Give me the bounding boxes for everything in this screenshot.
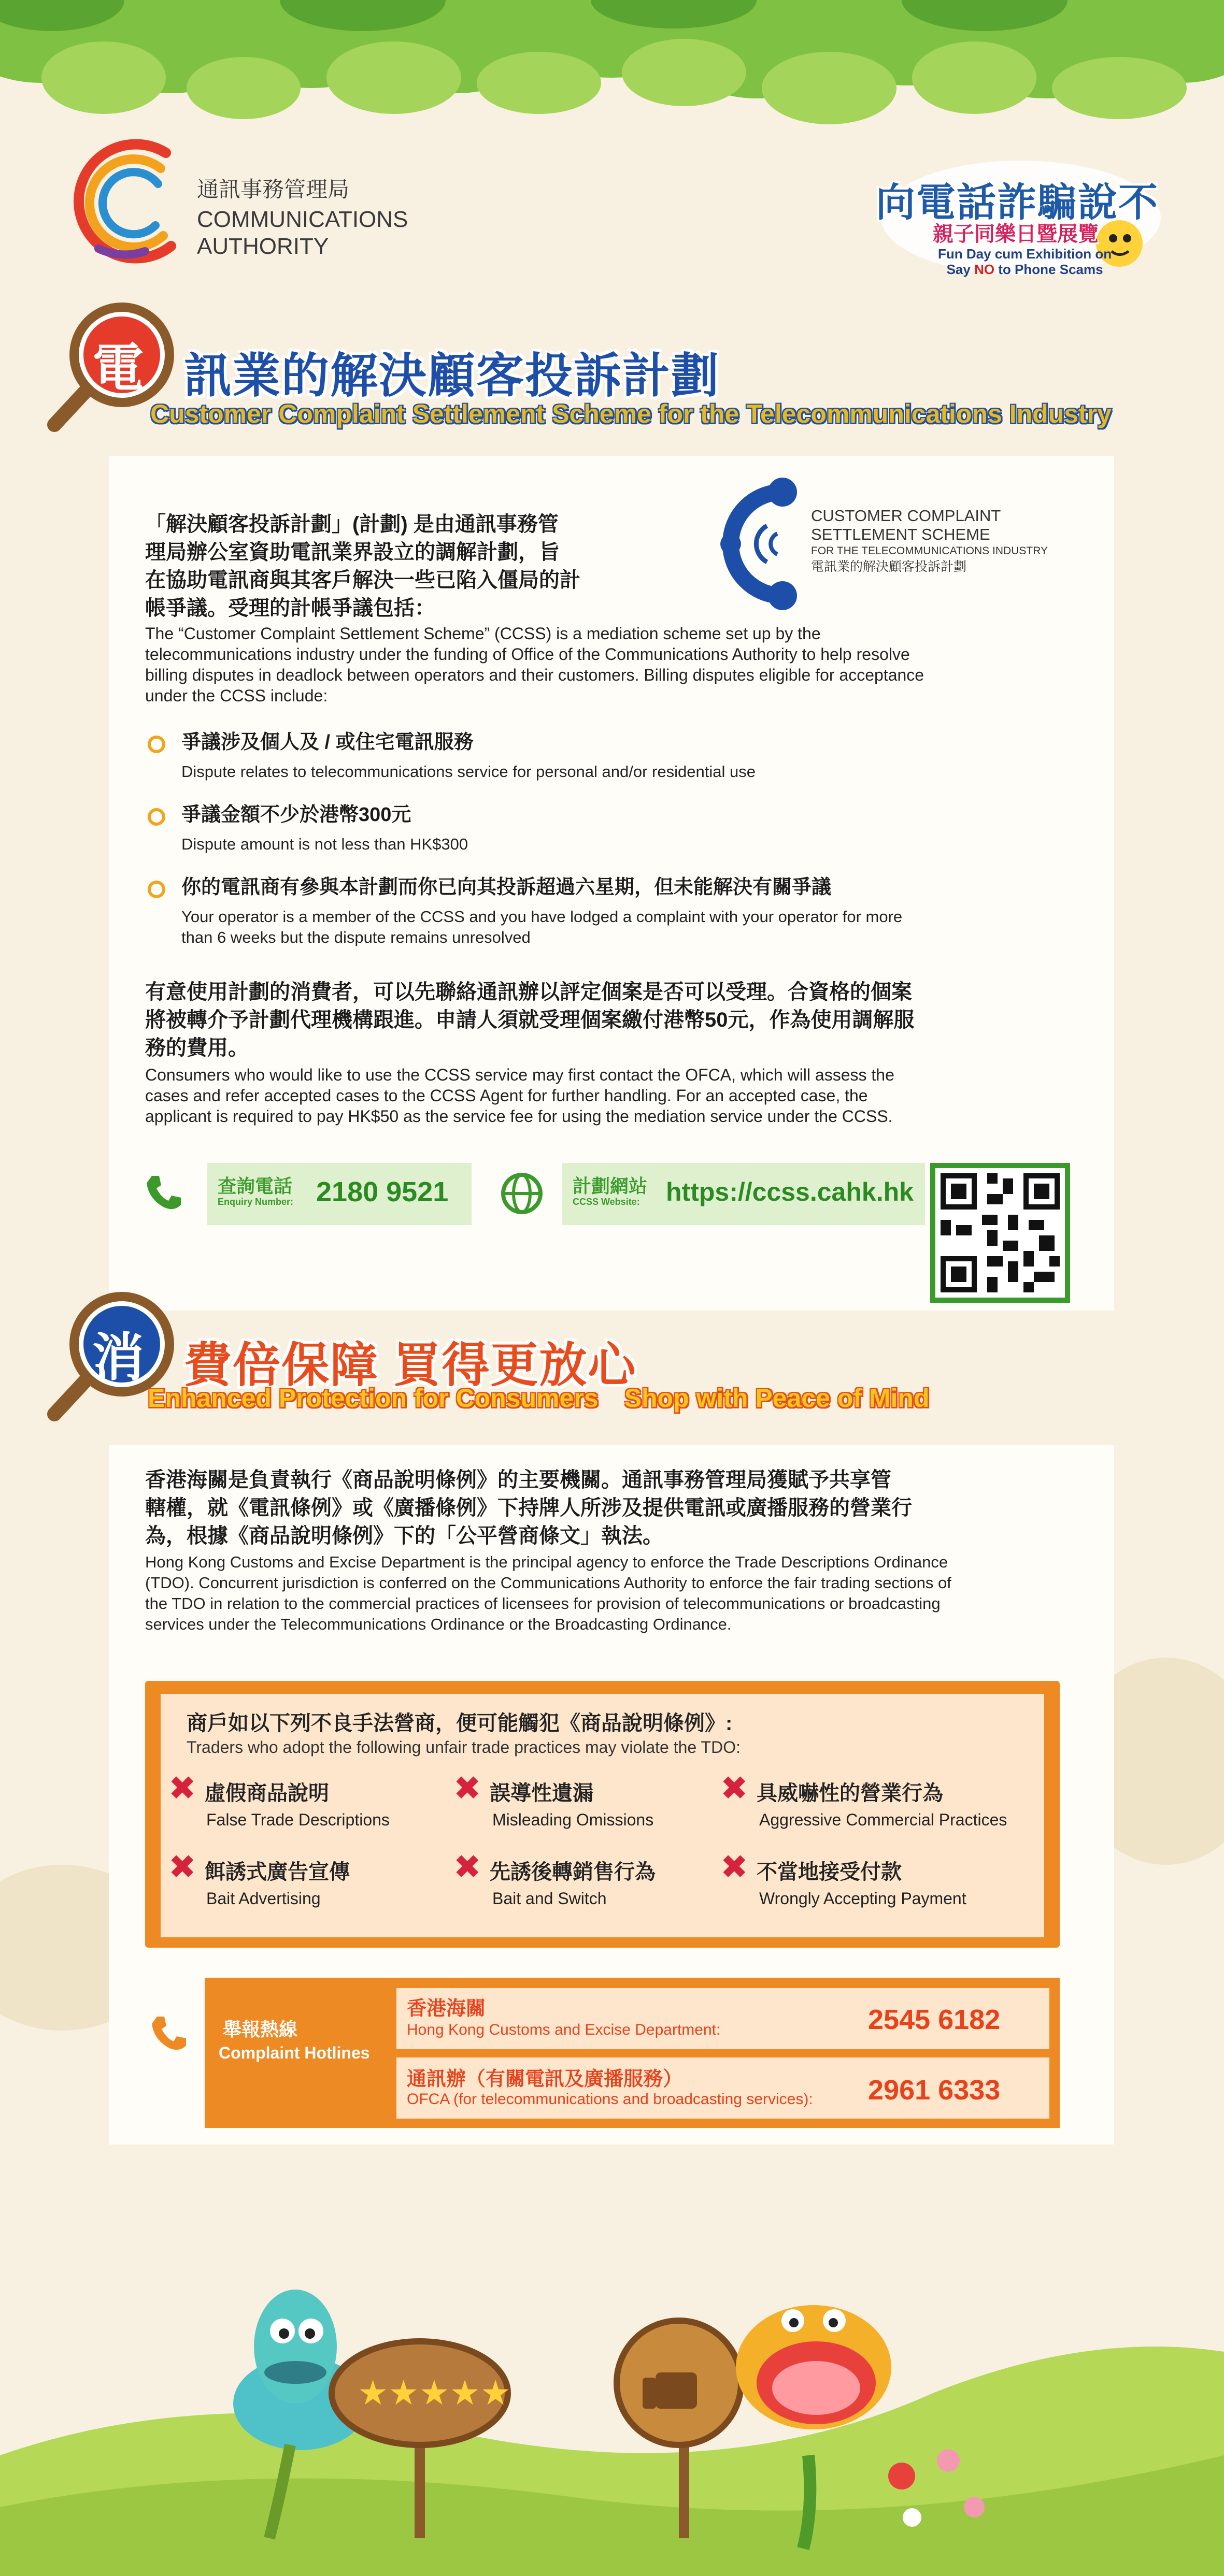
hotline-ofca-zh: 通訊辦（有關電訊及廣播服務） <box>407 2068 683 2090</box>
ccss-website-link[interactable]: https://ccss.cahk.hk <box>666 1177 914 1206</box>
section1-magnifier-char: 電 <box>92 339 144 397</box>
section2-title-zh: 費倍保障 買得更放心 <box>184 1339 637 1392</box>
bullet-dot <box>148 736 165 753</box>
section1-title-en: Customer Complaint Settlement Scheme for the Telecommunications Industry <box>150 399 1112 428</box>
practice-6-zh: 不當地接受付款 <box>757 1861 902 1883</box>
svg-text:★★★★★: ★★★★★ <box>358 2373 511 2413</box>
hotline-customs-en: Hong Kong Customs and Excise Department: <box>407 2021 721 2038</box>
globe-icon <box>500 1172 544 1215</box>
phone-icon <box>143 1172 184 1213</box>
bullet-2-en: Dispute amount is not less than HK$300 <box>181 835 468 853</box>
section2-title-en: Enhanced Protection for Consumers Shop with Peace of Mind <box>148 1384 930 1413</box>
cross-icon: ✖ <box>453 1848 481 1886</box>
fun-day-english <box>938 246 1112 277</box>
bullet-1-en: Dispute relates to telecommunications service for personal and/or residential use <box>181 762 756 781</box>
section1-title-zh: 訊業的解決顧客投訴計劃 <box>184 350 720 402</box>
hotlines-label-zh: 舉報熱線 <box>223 2019 298 2040</box>
hotline-customs-zh: 香港海關 <box>407 1998 486 2020</box>
bullet-2-zh: 爭議金額不少於港幣300元 <box>181 804 411 826</box>
practices-heading-zh: 商戶如以下列不良手法營商，便可能觸犯《商品說明條例》: <box>187 1712 733 1735</box>
practice-6-en: Wrongly Accepting Payment <box>759 1889 966 1908</box>
practice-5-zh: 先誘後轉銷售行為 <box>490 1861 656 1883</box>
practice-3-zh: 具威嚇性的營業行為 <box>757 1782 943 1805</box>
cross-icon: ✖ <box>453 1769 481 1807</box>
ca-name-en-2: AUTHORITY <box>197 234 329 259</box>
section2-magnifier-char: 消 <box>92 1329 144 1387</box>
practice-3-en: Aggressive Commercial Practices <box>759 1810 1007 1829</box>
bottom-grass-scene <box>0 2165 1224 2576</box>
bullet-3-zh: 你的電訊商有參與本計劃而你已向其投訴超過六星期，但未能解決有關爭議 <box>181 876 832 898</box>
ca-name-en-1: COMMUNICATIONS <box>197 207 408 232</box>
enquiry-label-en: Enquiry Number: <box>218 1197 294 1207</box>
ccss-usage-zh: 有意使用計劃的消費者，可以先聯絡通訊辦以評定個案是否可以受理。合資格的個案 將被轉介予計劃代理機構跟進。申請人須就受理個案繳付港幣50元，作為使用調解服 務的費用。 <box>145 981 915 1059</box>
website-label-zh: 計劃網站 <box>573 1175 648 1197</box>
ccss-logo-text: CUSTOMER COMPLAINT SETTLEMENT SCHEME FOR THE TELECOMMUNICATIONS INDUSTRY 電訊業的解決顧客投訴計劃 <box>811 507 1048 574</box>
ca-name-zh: 通訊事務管理局 <box>197 177 350 202</box>
practice-1-en: False Trade Descriptions <box>206 1810 390 1829</box>
communications-authority-logo <box>67 132 197 267</box>
practice-2-en: Misleading Omissions <box>492 1810 654 1829</box>
practice-2-zh: 誤導性遺漏 <box>490 1782 593 1805</box>
practices-heading-en: Traders who adopt the following unfair trade practices may violate the TDO: <box>187 1738 741 1757</box>
customs-intro-zh: 香港海關是負責執行《商品說明條例》的主要機關。通訊事務管理局獲賦予共享管 轄權，就《電訊條例》或《廣播條例》下持牌人所涉及提供電訊或廣播服務的營業行 為，根據《商品說明條例》下的「公平營商條文」執法。 <box>145 1469 912 1547</box>
communications-authority-name <box>197 176 408 260</box>
practice-1-zh: 虛假商品說明 <box>205 1782 329 1805</box>
hotline-customs-number[interactable]: 2545 6182 <box>868 2004 1001 2035</box>
cross-icon: ✖ <box>720 1769 748 1807</box>
bullet-1-zh: 爭議涉及個人及 / 或住宅電訊服務 <box>181 731 474 753</box>
ccss-logo-icon <box>705 477 819 611</box>
practice-4-en: Bait Advertising <box>206 1889 321 1908</box>
enquiry-label-zh: 查詢電話 <box>218 1175 293 1197</box>
hotline-ofca-number[interactable]: 2961 6333 <box>868 2075 1001 2106</box>
fun-day-subtitle: 親子同樂日暨展覽 <box>933 223 1099 246</box>
fun-day-title: 向電話詐騙說不 <box>876 179 1159 225</box>
ccss-usage-en: Consumers who would like to use the CCSS service may first contact the OFCA, which will assess the cases and refer accepted cases to the CCSS Agent for further handling. For an accepted case, the applicant is required to pay HK$50 as the service fee for using the mediation service under the CCSS. <box>145 1066 894 1126</box>
enquiry-number[interactable]: 2180 9521 <box>316 1176 449 1207</box>
hotline-phone-icon <box>148 2012 189 2054</box>
hotline-ofca-en: OFCA (for telecommunications and broadcasting services): <box>407 2091 813 2108</box>
bullet-3-en: Your operator is a member of the CCSS and you have lodged a complaint with your operator for more than 6 weeks but the dispute remains unresolved <box>181 908 903 946</box>
cross-icon: ✖ <box>168 1769 196 1807</box>
cross-icon: ✖ <box>720 1848 748 1886</box>
ccss-intro-zh: 「解決顧客投訴計劃」(計劃) 是由通訊事務管 理局辦公室資助電訊業界設立的調解計劃，旨 在協助電訊商與其客戶解決一些已陷入僵局的計 帳爭議。受理的計帳爭議包括： <box>145 513 580 620</box>
cross-icon: ✖ <box>168 1848 196 1886</box>
bullet-dot <box>148 808 165 826</box>
ccss-intro-en: The “Customer Complaint Settlement Scheme” (CCSS) is a mediation scheme set up by the telecommunications industry under the funding of Office of the Communications Authority to help resolve billing disputes in deadlock between operators and their customers. Billing disputes eligible for acceptance under the CCSS include: <box>145 624 924 705</box>
practice-5-en: Bait and Switch <box>492 1889 607 1908</box>
website-label-en: CCSS Website: <box>573 1197 640 1207</box>
hotlines-label-en: Complaint Hotlines <box>219 2043 370 2062</box>
practice-4-zh: 餌誘式廣告宣傳 <box>205 1861 350 1883</box>
fun-day-english-line1: Fun Day cum Exhibition on <box>938 246 1112 262</box>
fun-day-english-line2: Say NO to Phone Scams <box>946 262 1103 277</box>
bullet-dot <box>148 881 165 898</box>
qr-code-icon[interactable] <box>930 1163 1070 1303</box>
customs-intro-en: Hong Kong Customs and Excise Department is the principal agency to enforce the Trade Descriptions Ordinance (TDO). Concurrent jurisdiction is conferred on the Communications Authority to enforce the fair trading sections of the TDO in relation to the commercial practices of licensees for provision of telecommunications or broadcasting services under the Telecommunications Ordinance or the Broadcasting Ordinance. <box>145 1553 951 1633</box>
